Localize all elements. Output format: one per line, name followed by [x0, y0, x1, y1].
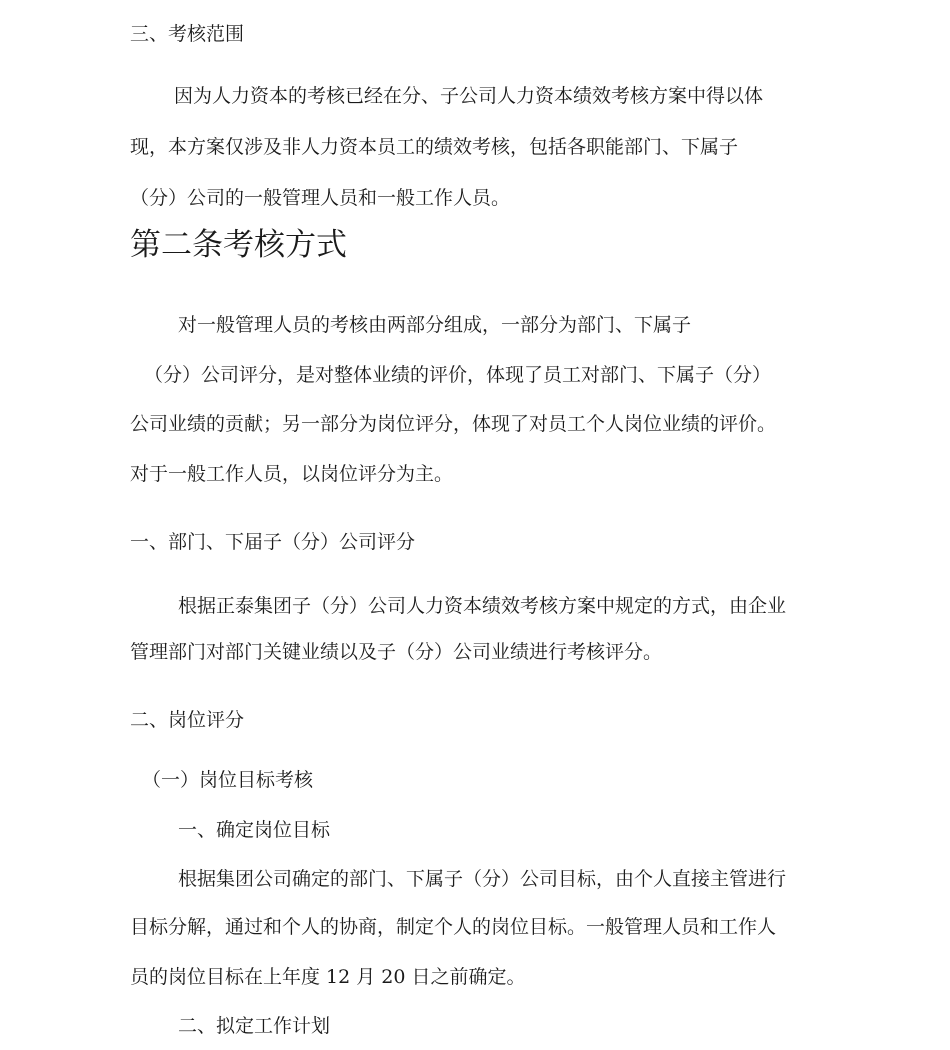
- paragraph-line: 因为人力资本的考核已经在分、子公司人力资本绩效考核方案中得以体: [174, 85, 764, 107]
- step-title: 一、确定岗位目标: [178, 819, 331, 841]
- paragraph-line: 公司业绩的贡献；另一部分为岗位评分，体现了对员工个人岗位业绩的评价。: [130, 413, 777, 435]
- paragraph-line: （分）公司评分，是对整体业绩的评价，体现了员工对部门、下属子（分）: [144, 364, 772, 386]
- paragraph-line: 目标分解，通过和个人的协商，制定个人的岗位目标。一般管理人员和工作人: [130, 916, 777, 938]
- paragraph-line: 根据正泰集团子（分）公司人力资本绩效考核方案中规定的方式，由企业: [178, 595, 787, 617]
- paragraph-line: 根据集团公司确定的部门、下属子（分）公司目标，由个人直接主管进行: [178, 868, 787, 890]
- paragraph-line: 员的岗位目标在上年度 12 月 20 日之前确定。: [130, 966, 526, 988]
- article-heading: 第二条考核方式: [130, 227, 347, 263]
- section-title: 三、考核范围: [130, 23, 245, 45]
- paragraph-line: 对一般管理人员的考核由两部分组成，一部分为部门、下属子: [178, 314, 692, 336]
- paragraph-line: （分）公司的一般管理人员和一般工作人员。: [130, 187, 511, 209]
- subsection-title: （一）岗位目标考核: [142, 769, 314, 791]
- step-title: 二、拟定工作计划: [178, 1015, 331, 1037]
- subsection-title: 二、岗位评分: [130, 709, 245, 731]
- subsection-title: 一、部门、下届子（分）公司评分: [130, 531, 416, 553]
- paragraph-line: 对于一般工作人员，以岗位评分为主。: [130, 463, 454, 485]
- paragraph-line: 现，本方案仅涉及非人力资本员工的绩效考核，包括各职能部门、下属子: [130, 136, 739, 158]
- paragraph-line: 管理部门对部门关键业绩以及子（分）公司业绩进行考核评分。: [130, 641, 663, 663]
